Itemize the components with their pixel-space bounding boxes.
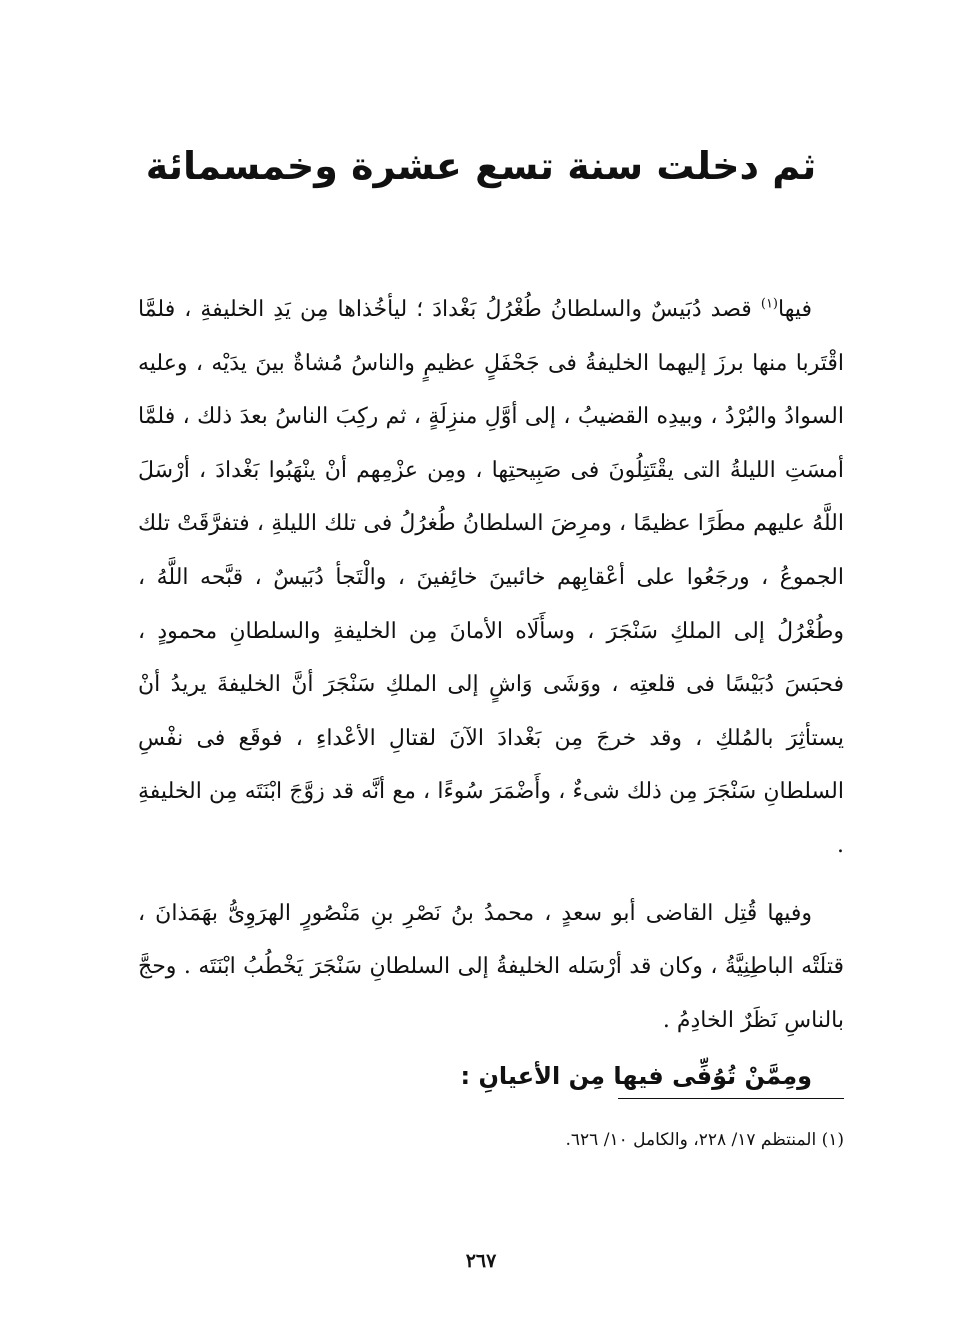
page-number: ٢٦٧ <box>465 1250 497 1272</box>
paragraph-1-text: قصد دُبَيسٌ والسلطانُ طُغْرُلُ بَغْدادَ ؛ ليأخُذاها مِن يَدِ الخليفةِ ، فلمَّا اقْتَربا منها برزَ إليهما الخليفةُ فى جَحْفَلٍ عظيمٍ والناسُ مُشاةٌ بينَ يدَيْه ، وعليه السوادُ والبُرْدُ ، وبيدِه القضيبُ ، إلى أوَّلِ منزِلَةٍ ، ثم ركِبَ الناسُ بعدَ ذلك ، فلمَّا أمسَتِ الليلةُ التى يقْتَتِلُونَ فى صَبِيحتِها ، ومِن عزْمِهم أنْ ينْهَبُوا بَغْدادَ ، أرْسَلَ اللَّهُ عليهم مطَرًا عظيمًا ، ومرِضَ السلطانُ طُغرُلُ فى تلك الليلةِ ، فتفرَّقَتْ تلك الجموعُ ، ورجَعُوا على أعْقابِهم خائبينَ خائِفينَ ، والْتَجأ دُبَيسٌ ، قبَّحه اللَّهُ ، وطُغْرُلُ إلى الملكِ سَنْجَرَ ، وسأَلَاه الأمانَ مِن الخليفةِ والسلطانِ محمودٍ ، فحبَسَ دُبَيْسًا فى قلعتِه ، ووَشَى وَاشٍ إلى الملكِ سَنْجَرَ أنَّ الخليفةَ يريدُ أنْ يستأثِرَ بالمُلكِ ، وقد خرجَ مِن بَغْدادَ الآنَ لقتالِ الأعْداءِ ، فوقَع فى نفْسِ السلطانِ سَنْجَرَ مِن ذلك شىءٌ ، وأَضْمَرَ سُوءًا ، مع أنَّه قد زوَّجَ ابْنَتَه مِن الخليفةِ . <box>138 297 845 858</box>
chapter-title: ثم دخلت سنة تسع عشرة وخمسمائة <box>145 144 817 188</box>
footnote-reference: (١) <box>760 296 778 312</box>
section-heading-deaths: ومِمَّنْ تُوُفِّى فيها مِن الأعيانِ : <box>460 1062 812 1091</box>
paragraph-1-lead: فيها <box>778 297 812 322</box>
paragraph-2 <box>138 887 844 1048</box>
body-text <box>138 283 844 1105</box>
footnote: (١) المنتظم ١٧/ ٢٢٨، والكامل ١٠/ ٦٢٦. <box>565 1130 844 1150</box>
paragraph-2-text: وفيها قُتِل القاضى أبو سعدٍ ، محمدُ بنُ نَصْرِ بنِ مَنْصُورٍ الهرَوِىُّ بهَمَذانَ ، قتلَتْه الباطِنِيَّةُ ، وكان قد أرْسَله الخليفةُ إلى السلطانِ سَنْجَرَ يَخْطُبُ ابْنَتَه . وحجَّ بالناسِ نَظَرٌ الخادِمُ . <box>138 900 844 1033</box>
footnote-divider <box>618 1098 844 1099</box>
paragraph-1 <box>138 283 844 873</box>
